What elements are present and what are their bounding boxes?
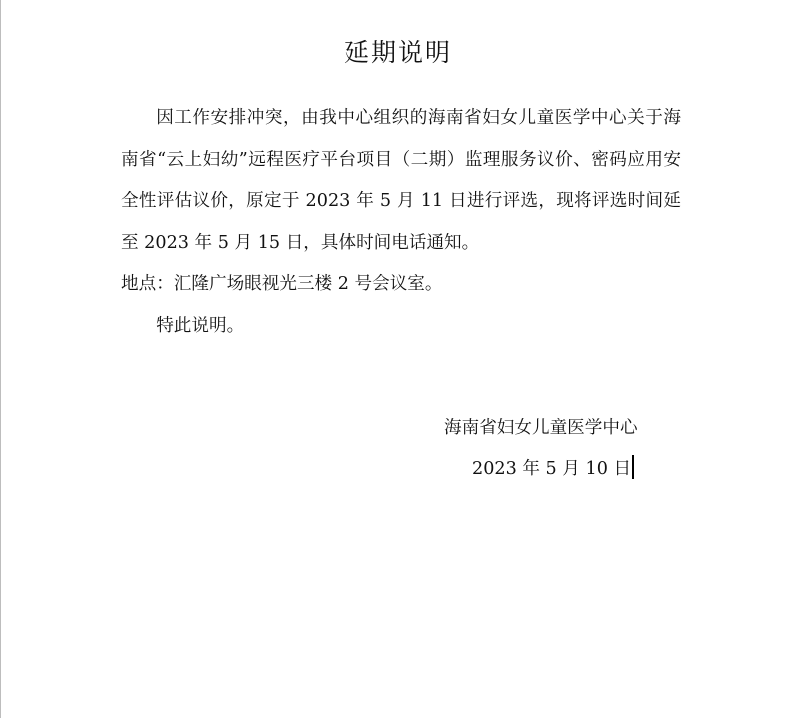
text-cursor bbox=[632, 455, 634, 479]
body-paragraph-location: 地点：汇隆广场眼视光三楼 2 号会议室。 bbox=[121, 274, 443, 294]
signature-date: 2023 年 5 月 10 日 bbox=[472, 459, 632, 479]
document-title: 延期说明 bbox=[343, 38, 452, 67]
signature-date-line bbox=[472, 449, 634, 491]
signature-organization: 海南省妇女儿童医学中心 bbox=[444, 418, 638, 438]
document-body bbox=[121, 98, 681, 347]
closing-statement: 特此说明。 bbox=[156, 315, 245, 336]
body-paragraph-main: 因工作安排冲突，由我中心组织的海南省妇女儿童医学中心关于海南省“云上妇幼”远程医疗平台项目（二期）监理服务议价、密码应用安全性评估议价，原定于 2023 年 5 月 11 日进行评选，现将评选时间延至 2023 年 5 月 15 日，具体时间电话通知。 bbox=[121, 108, 681, 253]
